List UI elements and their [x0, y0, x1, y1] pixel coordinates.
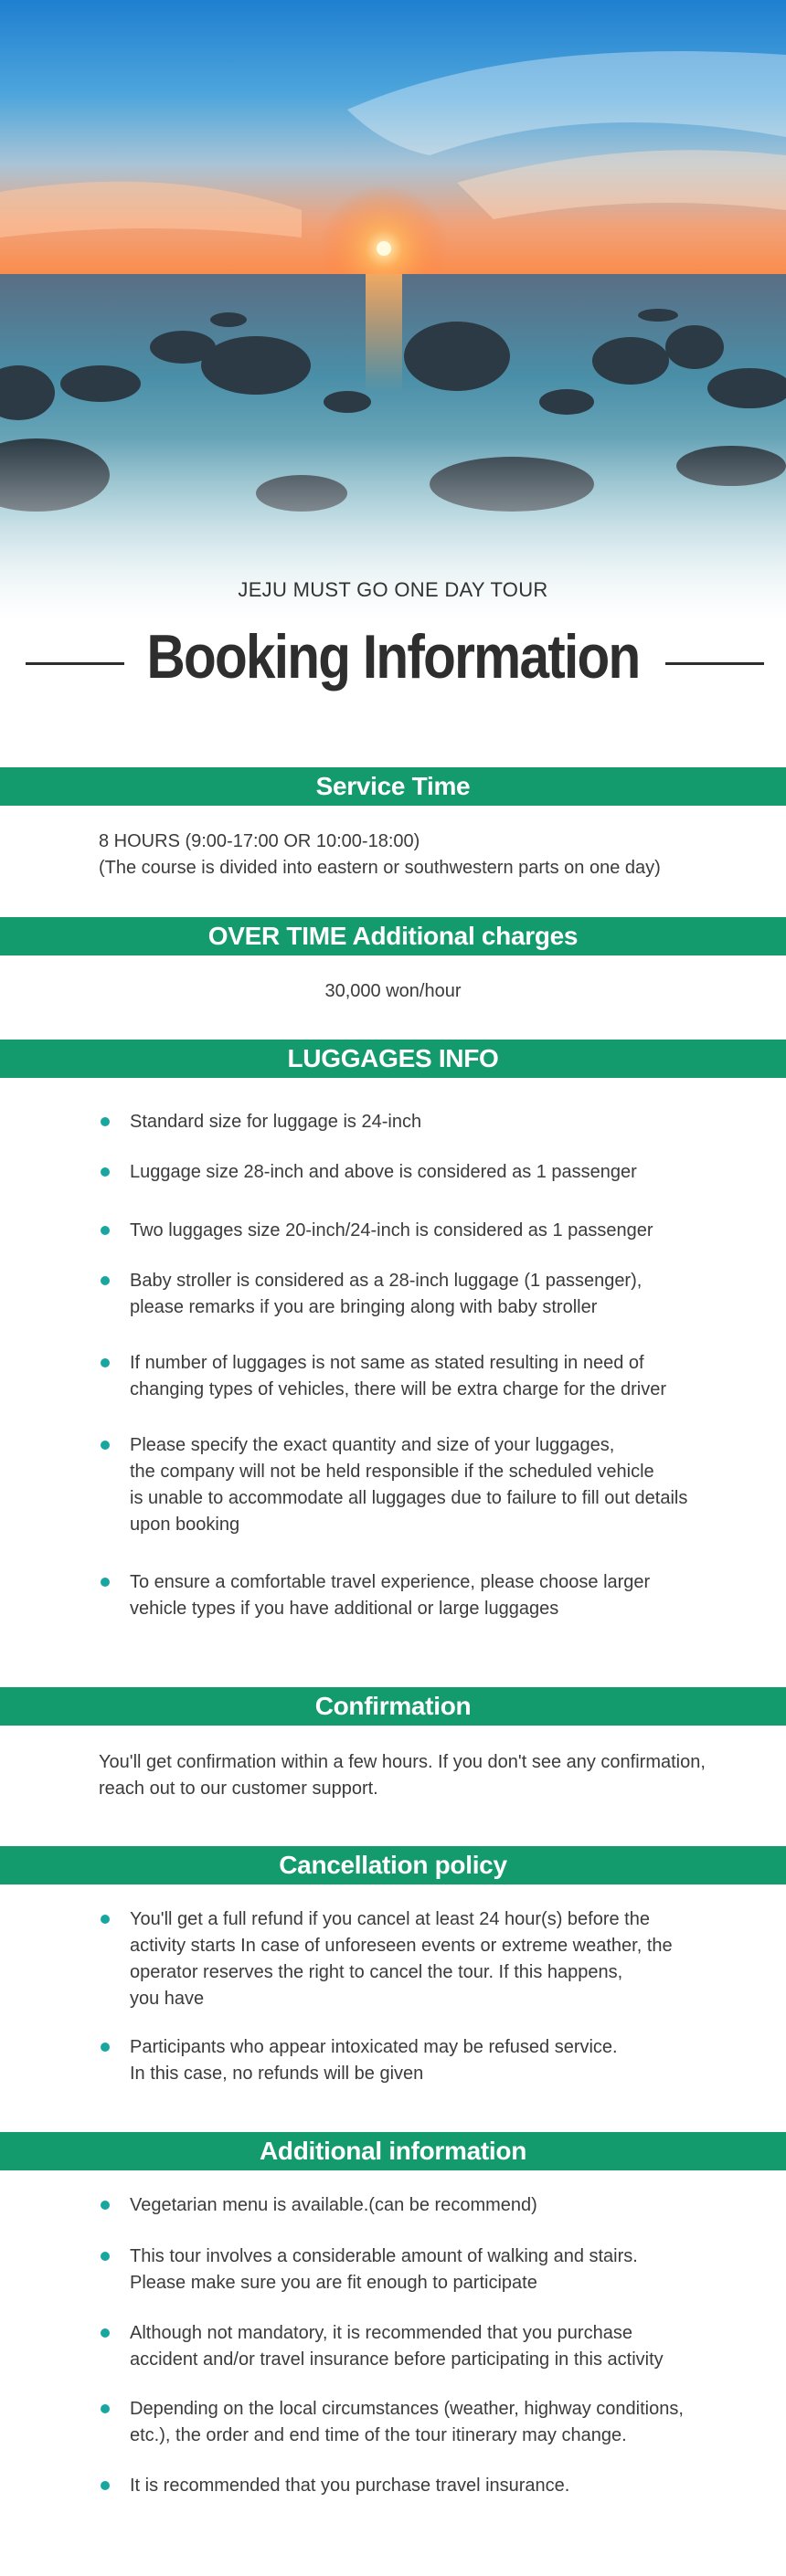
section-header-service-time: Service Time	[0, 767, 786, 806]
service-time-hours: 8 HOURS (9:00-17:00 OR 10:00-18:00)	[99, 831, 420, 851]
bullet-dot-icon	[101, 1167, 110, 1177]
bullet-dot-icon	[101, 1578, 110, 1587]
bullet-dot-icon	[101, 1226, 110, 1235]
list-item: Luggage size 28-inch and above is considered as 1 passenger	[99, 1159, 720, 1186]
bullet-dot-icon	[101, 2201, 110, 2210]
list-item: It is recommended that you purchase travel insurance.	[99, 2473, 720, 2499]
list-item: Depending on the local circumstances (weather, highway conditions, etc.), the order and end time of the tour itinerary may change.	[99, 2396, 720, 2449]
service-time-note: (The course is divided into eastern or southwestern parts on one day)	[99, 858, 661, 878]
list-item: Participants who appear intoxicated may be refused service. In this case, no refunds will be given	[99, 2034, 720, 2087]
bullet-dot-icon	[101, 2328, 110, 2338]
bullet-dot-icon	[101, 2404, 110, 2413]
bullet-dot-icon	[101, 1915, 110, 1924]
page-title: Booking Information	[146, 622, 640, 692]
list-item: Baby stroller is considered as a 28-inch luggage (1 passenger), please remarks if you are bringing along with baby stroller	[99, 1268, 720, 1321]
list-item: If number of luggages is not same as stated resulting in need of changing types of vehicles, there will be extra charge for the driver	[99, 1350, 720, 1403]
section-header-additional-info: Additional information	[0, 2132, 786, 2170]
section-header-overtime: OVER TIME Additional charges	[0, 917, 786, 955]
list-item: Please specify the exact quantity and size of your luggages, the company will not be held responsible if the scheduled vehicle is unable to accommodate all luggages due to failure to fill out details upon booking	[99, 1432, 720, 1538]
list-item: Although not mandatory, it is recommended that you purchase accident and/or travel insurance before participating in this activity	[99, 2320, 720, 2373]
bullet-dot-icon	[101, 1276, 110, 1285]
list-item: Two luggages size 20-inch/24-inch is considered as 1 passenger	[99, 1218, 720, 1244]
overtime-rate: 30,000 won/hour	[324, 981, 462, 1001]
confirmation-text-line2: reach out to our customer support.	[99, 1779, 378, 1799]
section-header-cancellation: Cancellation policy	[0, 1846, 786, 1884]
list-item: Vegetarian menu is available.(can be recommend)	[99, 2192, 720, 2219]
list-item: To ensure a comfortable travel experience, please choose larger vehicle types if you have additional or large luggages	[99, 1569, 720, 1622]
title-divider-right	[665, 662, 764, 665]
section-header-confirmation: Confirmation	[0, 1687, 786, 1726]
bullet-dot-icon	[101, 2481, 110, 2490]
bullet-dot-icon	[101, 1117, 110, 1126]
tour-subtitle: JEJU MUST GO ONE DAY TOUR	[238, 578, 548, 601]
bullet-dot-icon	[101, 2043, 110, 2052]
confirmation-text-line1: You'll get confirmation within a few hours. If you don't see any confirmation,	[99, 1752, 706, 1772]
list-item: This tour involves a considerable amount of walking and stairs. Please make sure you are fit enough to participate	[99, 2243, 720, 2296]
list-item: You'll get a full refund if you cancel at least 24 hour(s) before the activity starts In case of unforeseen events or extreme weather, the operator reserves the right to cancel the tour. If this happens, you have	[99, 1906, 720, 2012]
bullet-dot-icon	[101, 1358, 110, 1367]
title-row	[0, 614, 786, 705]
hero-image	[0, 0, 786, 621]
list-item: Standard size for luggage is 24-inch	[99, 1109, 720, 1135]
bullet-dot-icon	[101, 1441, 110, 1450]
section-header-luggage: LUGGAGES INFO	[0, 1040, 786, 1078]
bullet-dot-icon	[101, 2252, 110, 2261]
